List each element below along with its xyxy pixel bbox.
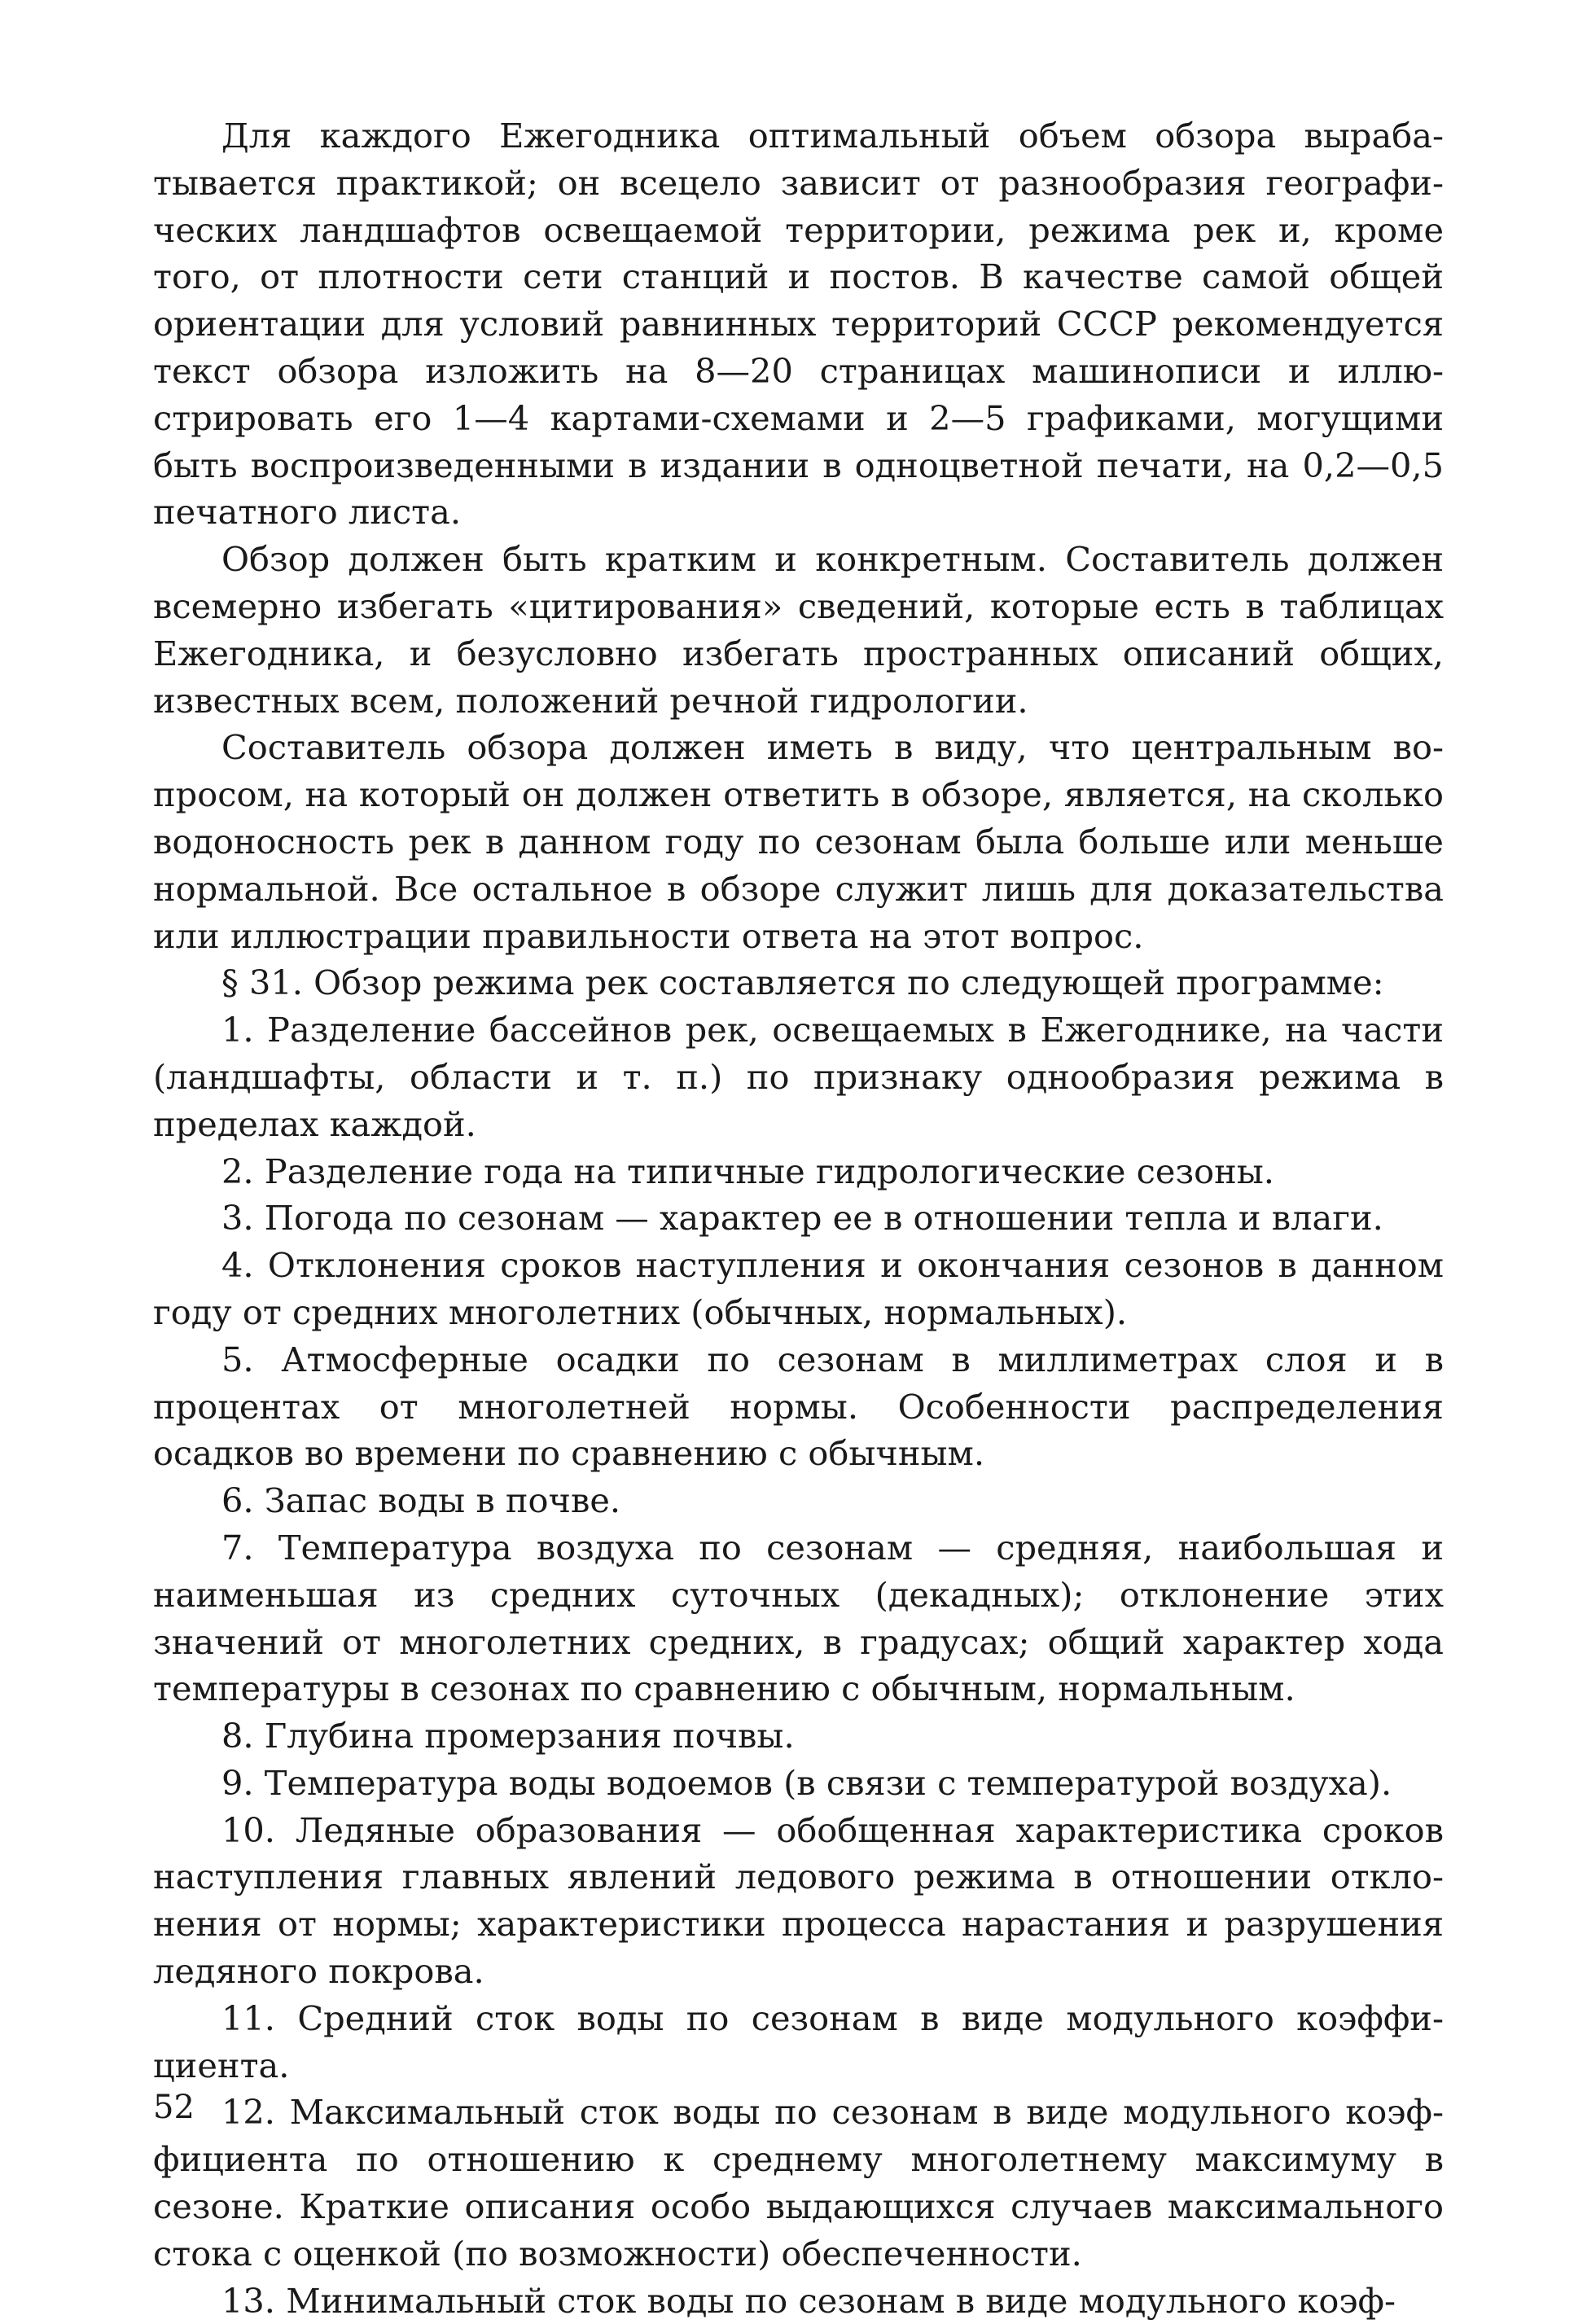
section-31-heading: § 31. Обзор режима рек составляется по следующей программе: (221, 962, 1384, 1003)
program-item-5: 5. Атмосферные осадки по сезонам в миллиметрах слоя и в процентах от многолетней нормы. Особенности распределения осадков во времени по сравнению с обычным. (153, 1339, 1444, 1474)
program-item-10: 10. Ледяные образования — обобщенная характеристика сроков наступления главных явлений ледового режима в отношении отклонения от нормы; характеристики процесса нарастания и разрушения ледяного покрова. (153, 1809, 1444, 1992)
program-item-3: 3. Погода по сезонам — характер ее в отношении тепла и влаги. (221, 1198, 1383, 1239)
paragraph-brevity: Обзор должен быть кратким и конкретным. Составитель должен всемерно избегать «цитирования» сведений, которые есть в таблицах Ежегодника, и безусловно избегать пространных описаний общих, известных всем, положений речной гидрологии. (153, 539, 1444, 721)
program-item-1: 1. Разделение бассейнов рек, освещаемых в Ежегоднике, на части (ландшафты, области и т. п.) по признаку однообразия режима в пределах каждой. (153, 1010, 1444, 1144)
program-item-8: 8. Глубина промерзания почвы. (221, 1716, 795, 1756)
program-item-7: 7. Температура воздуха по сезонам — средняя, наибольшая и наименьшая из средних суточных (декадных); отклонение этих значений от многолетних средних, в градусах; общий характер хода температуры в сезонах по сравнению с обычным, нормальным. (153, 1527, 1444, 1709)
body-text (153, 112, 1444, 2324)
program-item-9: 9. Температура воды водоемов (в связи с температурой воздуха). (221, 1762, 1392, 1803)
paragraph-volume: Для каждого Ежегодника оптимальный объем обзора вырабатывается практикой; он всецело зависит от разнообразия географических ландшафтов освещаемой территории, режима рек и, кроме того, от плотности сети станций и постов. В качестве самой общей ориентации для условий равнинных территорий СССР рекомендуется текст обзора изложить на 8—20 страницах машинописи и иллюстрировать его 1—4 картами-схемами и 2—5 графиками, могущими быть воспроизведенными в издании в одноцветной печати, на 0,2—0,5 печатного листа. (153, 116, 1444, 533)
program-item-4: 4. Отклонения сроков наступления и окончания сезонов в данном году от средних многолетних (обычных, нормальных). (153, 1245, 1444, 1332)
page-number: 52 (153, 2089, 195, 2126)
program-item-13: 13. Минимальный сток воды по сезонам в виде модульного коэф- (221, 2280, 1396, 2321)
program-item-12: 12. Максимальный сток воды по сезонам в виде модульного коэффициента по отношению к среднему многолетнему максимуму в сезоне. Краткие описания особо выдающихся случаев максимального стока с оценкой (по возможности) обеспеченности. (153, 2092, 1444, 2274)
program-item-6: 6. Запас воды в почве. (221, 1480, 621, 1521)
program-item-2: 2. Разделение года на типичные гидрологические сезоны. (221, 1151, 1274, 1191)
program-item-11: 11. Средний сток воды по сезонам в виде модульного коэффициента. (153, 1997, 1444, 2085)
paragraph-central-question: Составитель обзора должен иметь в виду, что центральным вопросом, на который он должен ответить в обзоре, является, на сколько водоносность рек в данном году по сезонам была больше или меньше нормальной. Все остальное в обзоре служит лишь для доказательства или иллюстрации правильности ответа на этот вопрос. (153, 727, 1444, 956)
